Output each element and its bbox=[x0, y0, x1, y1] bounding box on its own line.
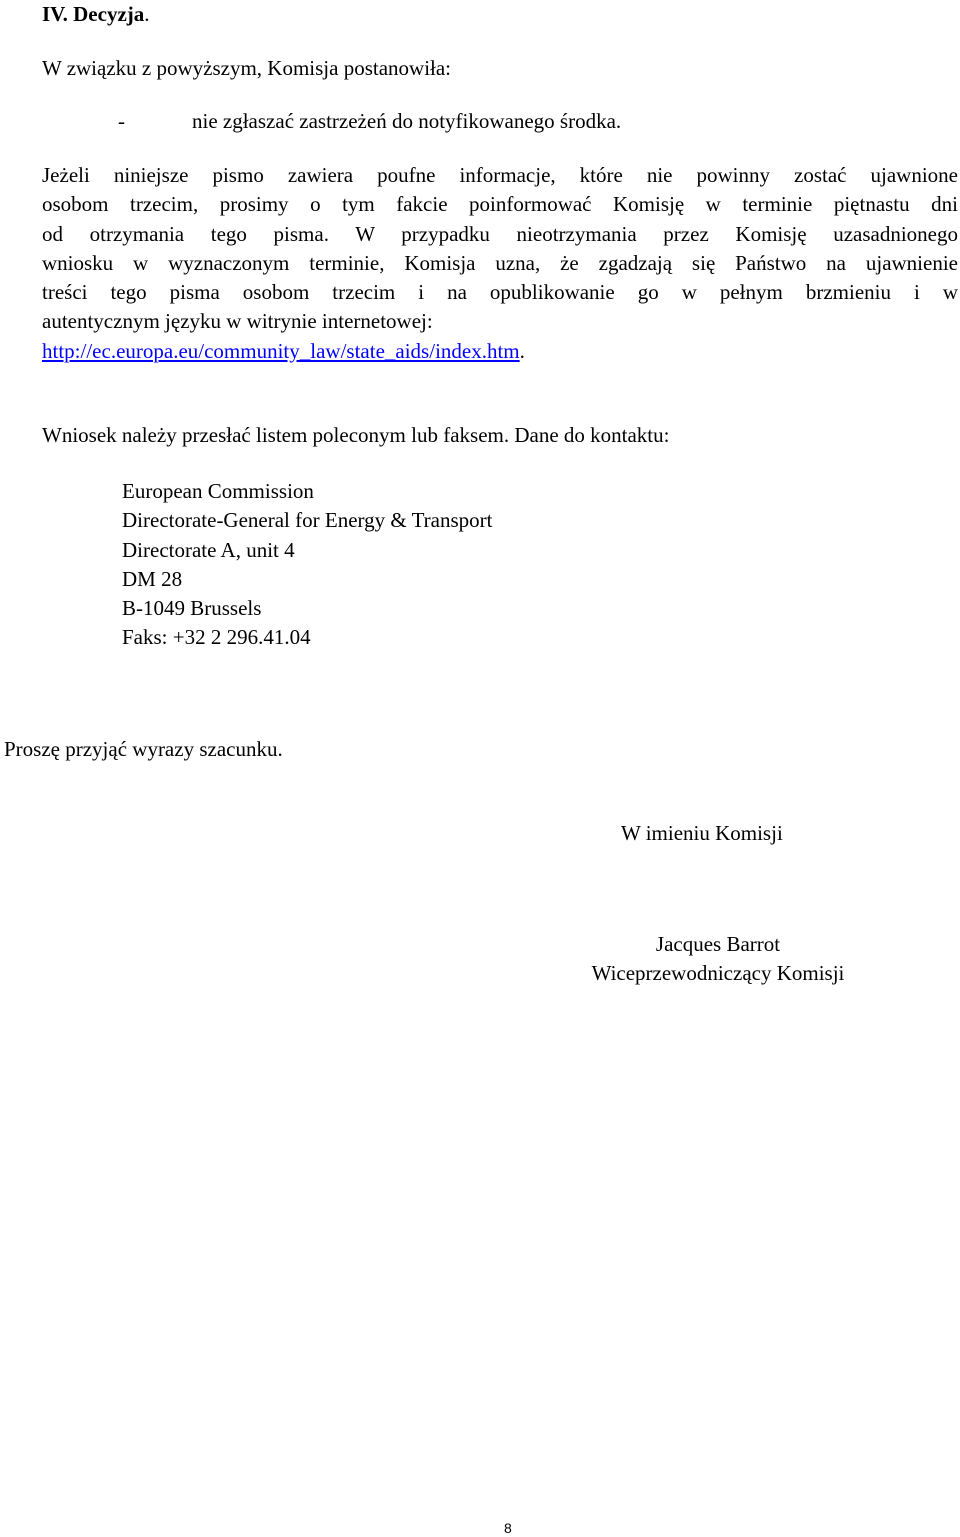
signatory-block bbox=[566, 930, 870, 989]
address-line: DM 28 bbox=[122, 566, 183, 591]
contact-request-text: Wniosek należy przesłać listem poleconym lub faksem. Dane do kontaktu: bbox=[42, 423, 670, 447]
on-behalf-line: W imieniu Komisji bbox=[621, 821, 783, 845]
closing-formula: Proszę przyjąć wyrazy szacunku. bbox=[4, 737, 283, 761]
page-number: 8 bbox=[504, 1520, 512, 1536]
signatory-title: Wiceprzewodniczący Komisji bbox=[591, 961, 845, 986]
confidentiality-line-1: Jeżeli niniejsze pismo zawiera poufne informacje, które nie powinny zostać ujawnione bbox=[42, 163, 958, 187]
state-aid-website-link[interactable]: http://ec.europa.eu/community_law/state_aids/index.htm bbox=[42, 338, 520, 363]
confidentiality-line-4: wniosku w wyznaczonym terminie, Komisja uzna, że zgadzają się Państwo na ujawnienie bbox=[42, 250, 958, 275]
address-line: B-1049 Brussels bbox=[122, 596, 262, 621]
section-heading-text: IV. Decyzja bbox=[42, 2, 145, 26]
confidentiality-line-3: od otrzymania tego pisma. W przypadku nieotrzymania przez Komisję uzasadnionego bbox=[42, 221, 958, 246]
confidentiality-line-6: autentycznym języku w witrynie internetowej: bbox=[42, 309, 433, 334]
confidentiality-line-5: treści tego pisma osobom trzecim i na opublikowanie go w pełnym brzmieniu i w bbox=[42, 280, 958, 305]
confidentiality-link-line bbox=[42, 337, 958, 366]
address-line: European Commission bbox=[122, 479, 314, 503]
link-trailing-dot: . bbox=[519, 338, 525, 363]
section-heading bbox=[42, 2, 150, 27]
signatory-name: Jacques Barrot bbox=[655, 932, 781, 956]
contact-address-block bbox=[122, 477, 493, 653]
section-heading-dot: . bbox=[144, 2, 150, 26]
decision-bullet-dash: - bbox=[118, 109, 125, 133]
confidentiality-line-2: osobom trzecim, prosimy o tym fakcie poinformować Komisję w terminie piętnastu dni bbox=[42, 192, 958, 217]
address-line: Directorate A, unit 4 bbox=[122, 537, 295, 562]
address-fax-line: Faks: +32 2 296.41.04 bbox=[122, 625, 311, 650]
decision-intro: W związku z powyższym, Komisja postanowiła: bbox=[42, 56, 452, 80]
decision-bullet-text: nie zgłaszać zastrzeżeń do notyfikowanego środka. bbox=[192, 109, 622, 133]
confidentiality-paragraph bbox=[42, 161, 958, 366]
address-line: Directorate-General for Energy & Transport bbox=[122, 508, 493, 533]
